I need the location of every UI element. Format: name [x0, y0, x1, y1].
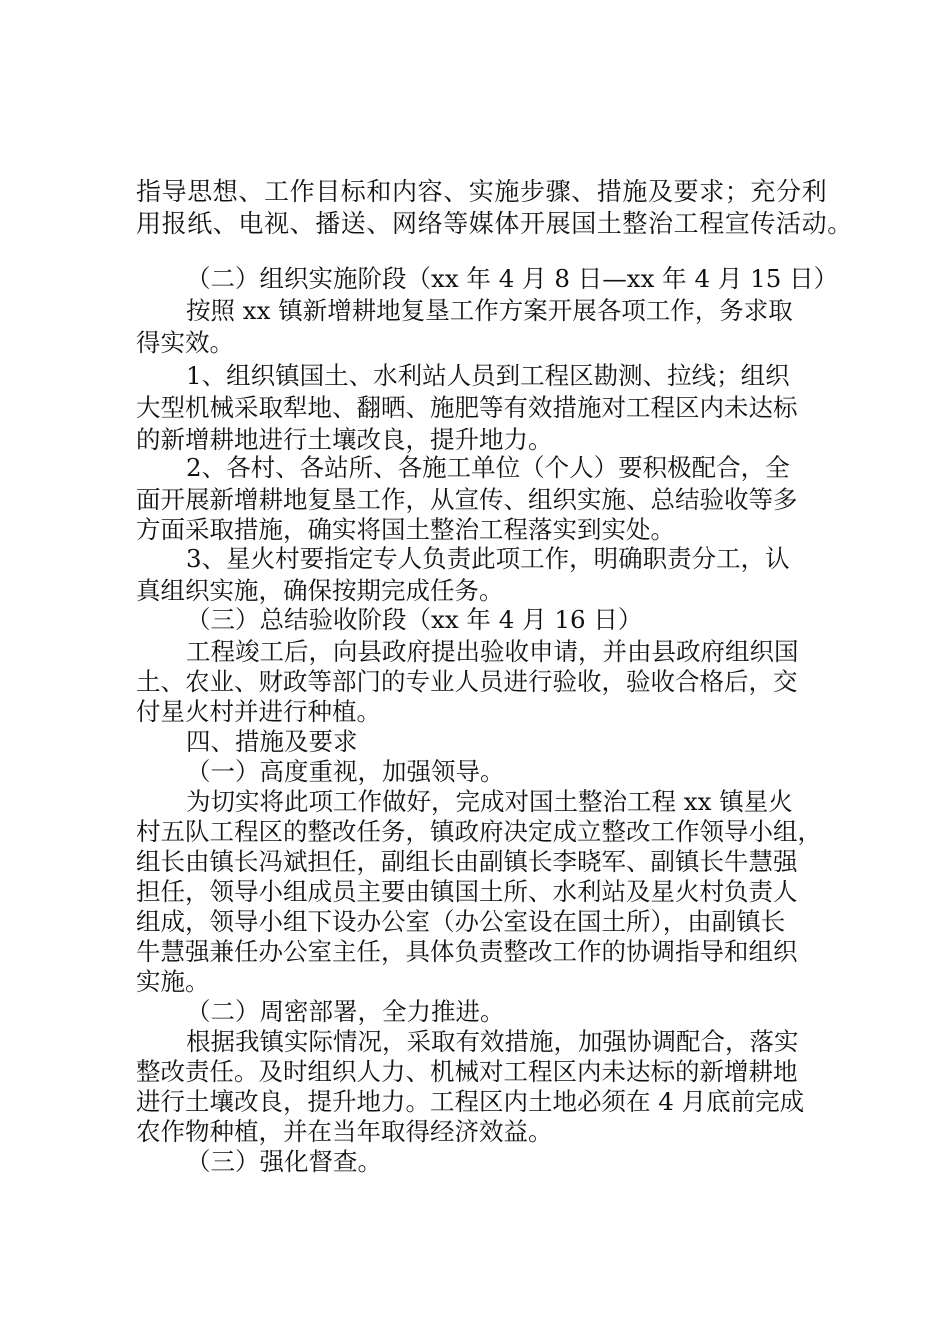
text-line: 方面采取措施，确实将国土整治工程落实到实处。	[136, 515, 675, 544]
text-line: 1、组织镇国土、水利站人员到工程区勘测、拉线；组织	[186, 361, 790, 390]
text-line: 进行土壤改良，提升地力。工程区内土地必须在 4 月底前完成	[136, 1087, 805, 1116]
text-line: 农作物种植，并在当年取得经济效益。	[136, 1117, 553, 1146]
section-heading: （二）周密部署，全力推进。	[186, 997, 505, 1026]
text-line: 组成，领导小组下设办公室（办公室设在国土所），由副镇长	[136, 907, 786, 936]
section-heading: （三）总结验收阶段（xx 年 4 月 16 日）	[186, 605, 643, 634]
text-line: 担任，领导小组成员主要由镇国土所、水利站及星火村负责人	[136, 877, 798, 906]
section-heading: （三）强化督查。	[186, 1147, 382, 1176]
text-line: 工程竣工后，向县政府提出验收申请，并由县政府组织国	[186, 637, 799, 666]
text-line: 得实效。	[136, 328, 234, 357]
text-line: 牛慧强兼任办公室主任，具体负责整改工作的协调指导和组织	[136, 937, 798, 966]
text-line: 用报纸、电视、播送、网络等媒体开展国土整治工程宣传活动。	[136, 209, 853, 238]
section-heading: （一）高度重视，加强领导。	[186, 757, 505, 786]
section-heading: 四、措施及要求	[186, 727, 358, 756]
text-line: 面开展新增耕地复垦工作，从宣传、组织实施、总结验收等多	[136, 485, 798, 514]
text-line: 实施。	[136, 967, 210, 996]
text-line: 付星火村并进行种植。	[136, 697, 381, 726]
text-line: 3、星火村要指定专人负责此项工作，明确职责分工，认	[186, 544, 790, 573]
text-line: 真组织实施，确保按期完成任务。	[136, 576, 504, 605]
text-line: 整改责任。及时组织人力、机械对工程区内未达标的新增耕地	[136, 1057, 798, 1086]
text-line: 的新增耕地进行土壤改良，提升地力。	[136, 425, 553, 454]
text-line: 指导思想、工作目标和内容、实施步骤、措施及要求；充分利	[136, 177, 828, 206]
text-line: 土、农业、财政等部门的专业人员进行验收，验收合格后，交	[136, 667, 798, 696]
text-line: 大型机械采取犁地、翻晒、施肥等有效措施对工程区内未达标	[136, 393, 798, 422]
text-line: 为切实将此项工作做好，完成对国土整治工程 xx 镇星火	[186, 787, 793, 816]
section-heading: （二）组织实施阶段（xx 年 4 月 8 日—xx 年 4 月 15 日）	[186, 264, 839, 293]
text-line: 2、各村、各站所、各施工单位（个人）要积极配合，全	[186, 453, 790, 482]
text-line: 根据我镇实际情况，采取有效措施，加强协调配合，落实	[186, 1027, 799, 1056]
text-line: 村五队工程区的整改任务，镇政府决定成立整改工作领导小组，	[136, 817, 822, 846]
text-line: 按照 xx 镇新增耕地复垦工作方案开展各项工作，务求取	[186, 296, 793, 325]
text-line: 组长由镇长冯斌担任，副组长由副镇长李晓军、副镇长牛慧强	[136, 847, 798, 876]
